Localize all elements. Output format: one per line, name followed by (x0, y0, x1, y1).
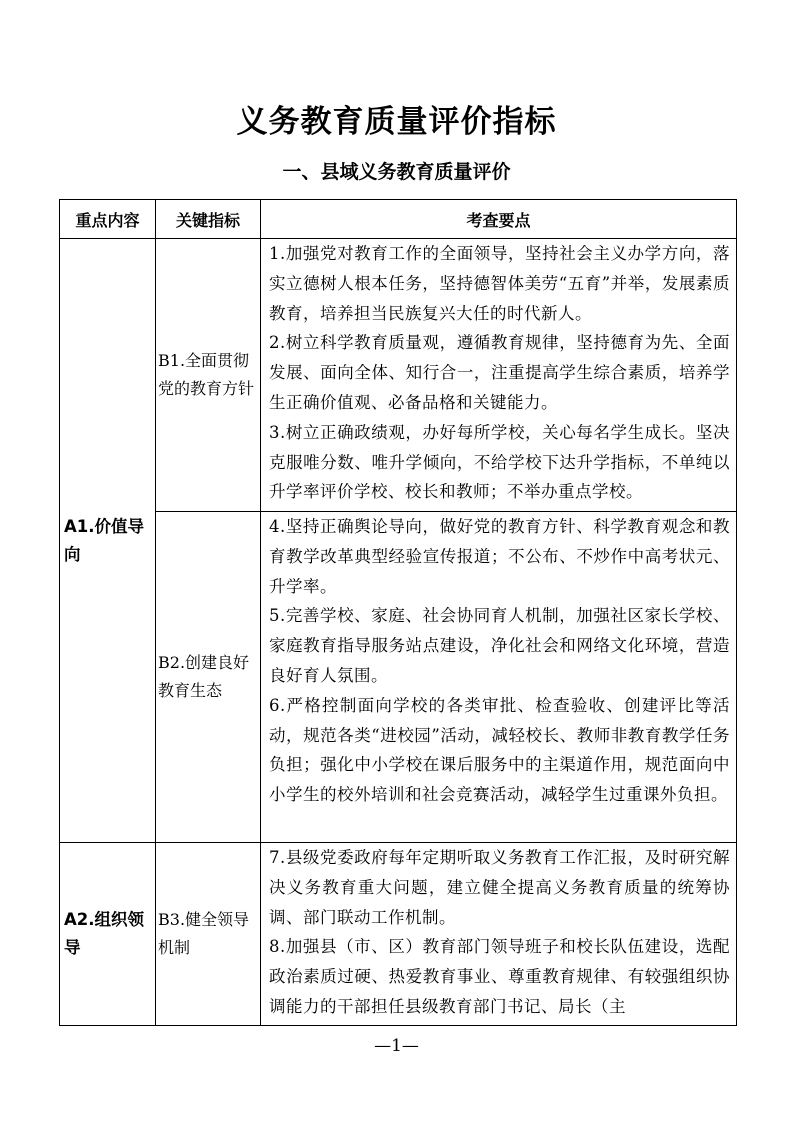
section-title: 一、县域义务教育质量评价 (282, 161, 511, 183)
table-row (60, 512, 737, 843)
check-point: 2.树立科学教育质量观，遵循教育规律，坚持德育为先、全面发展、面向全体、知行合一，注重提高学生综合素质，培养学生正确价值观、必备品格和关键能力。 (269, 333, 730, 412)
header-check-points: 考查要点 (261, 200, 737, 239)
check-point: 1.加强党对教育工作的全面领导，坚持社会主义办学方向，落实立德树人根本任务，坚持德智体美劳“五育”并举，发展素质教育，培养担当民族复兴大任的时代新人。 (269, 244, 730, 323)
indicator-cell: B1.全面贯彻党的教育方针 (156, 239, 261, 512)
area-cell: A2.组织领导 (60, 843, 156, 1026)
indicator-cell: B2.创建良好教育生态 (156, 512, 261, 843)
points-cell (261, 512, 737, 843)
header-key-indicator: 关键指标 (156, 200, 261, 239)
check-point: 6.严格控制面向学校的各类审批、检查验收、创建评比等活动，规范各类“进校园”活动，减轻校长、教师非教育教学任务负担；强化中小学校在课后服务中的主渠道作用，规范面向中小学生的校外培训和社会竞赛活动，减轻学生过重课外负担。 (269, 695, 730, 805)
table-row (60, 843, 737, 1026)
check-point: 7.县级党委政府每年定期听取义务教育工作汇报，及时研究解决义务教育重大问题，建立健全提高义务教育质量的统筹协调、部门联动工作机制。 (269, 848, 730, 927)
check-point: 8.加强县（市、区）教育部门领导班子和校长队伍建设，选配政治素质过硬、热爱教育事业、尊重教育规律、有较强组织协调能力的干部担任县级教育部门书记、局长（主 (269, 937, 730, 1016)
table-header-row (60, 200, 737, 239)
table-row (60, 239, 737, 512)
points-cell (261, 843, 737, 1026)
check-point: 4.坚持正确舆论导向，做好党的教育方针、科学教育观念和教育教学改革典型经验宣传报道；不公布、不炒作中高考状元、升学率。 (269, 517, 730, 596)
check-point: 5.完善学校、家庭、社会协同育人机制，加强社区家长学校、家庭教育指导服务站点建设，净化社会和网络文化环境，营造良好育人氛围。 (269, 606, 730, 685)
document-title: 义务教育质量评价指标 (236, 104, 557, 140)
area-cell: A1.价值导向 (60, 239, 156, 843)
indicator-cell: B3.健全领导机制 (156, 843, 261, 1026)
points-cell (261, 239, 737, 512)
header-focus-content: 重点内容 (60, 200, 156, 239)
page-number: —1— (374, 1036, 419, 1056)
evaluation-table (59, 199, 737, 1026)
check-point: 3.树立正确政绩观，办好每所学校，关心每名学生成长。坚决克服唯分数、唯升学倾向，不给学校下达升学指标，不单纯以升学率评价学校、校长和教师；不举办重点学校。 (269, 422, 730, 502)
